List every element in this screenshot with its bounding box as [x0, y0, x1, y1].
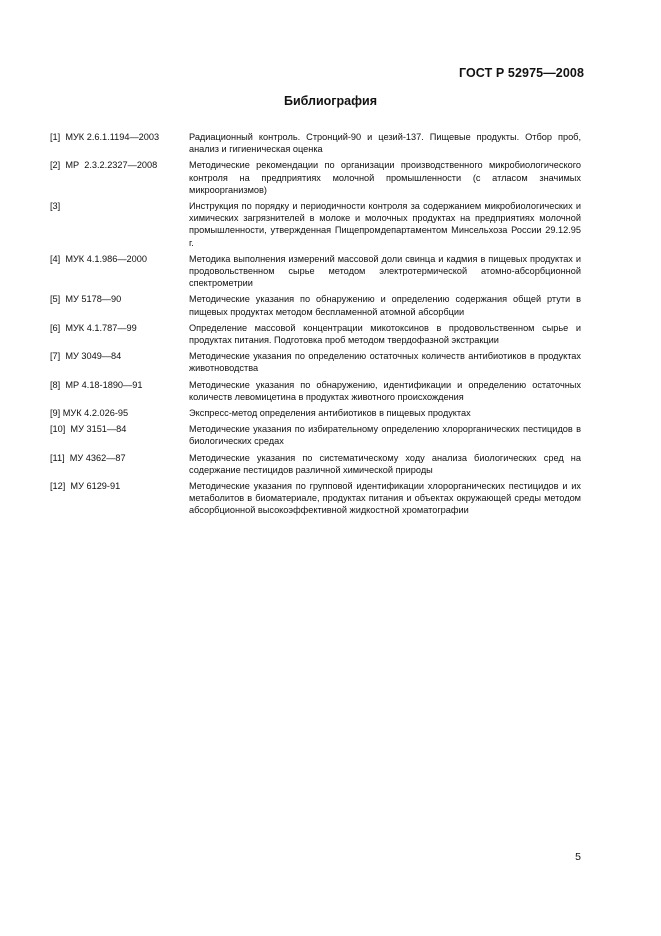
- entry-reference: [12] МУ 6129-91: [50, 481, 121, 492]
- bibliography-entry-7: [50, 350, 581, 374]
- bibliography-entry-11: [50, 452, 581, 476]
- standard-code: ГОСТ Р 52975—2008: [458, 66, 584, 80]
- entry-description: Радиационный контроль. Стронций-90 и цезий-137. Пищевые продукты. Отбор проб, анализ и гигиеническая оценка: [189, 132, 581, 155]
- bibliography-entry-10: [50, 423, 581, 447]
- entry-description: Методические указания по обнаружению и определению содержания общей ртути в пищевых продуктах методом беспламенной атомной абсорбции: [189, 294, 581, 317]
- entry-description: Методика выполнения измерений массовой доли свинца и кадмия в пищевых продуктах и продовольственном сырье методом электротермической атомно-абсорбционной спектрометрии: [189, 253, 581, 289]
- entry-reference: [5] МУ 5178—90: [50, 294, 122, 305]
- entry-description: Методические рекомендации по организации производственного микробиологического контроля на предприятиях молочной промышленности (с атласом значимых микроорганизмов): [189, 160, 581, 195]
- entry-description: Методические указания по избирательному определению хлорорганических пестицидов в биологических средах: [189, 424, 581, 447]
- bibliography-entry-3: [50, 200, 581, 249]
- entry-description: Методические указания по групповой идентификации хлорорганических пестицидов и их метаболитов в биоматериале, продуктах питания и объектах окружающей среды методом абсорбционной высокоэффективной жидкостной хроматографии: [189, 481, 581, 516]
- entry-description: Методические указания по обнаружению, идентификации и определению остаточных количеств левомицетина в продуктах животного происхождения: [189, 379, 581, 402]
- bibliography-entry-6: [50, 322, 581, 346]
- bibliography-entry-1: [50, 131, 581, 155]
- bibliography-entry-4: [50, 253, 581, 290]
- bibliography-entry-2: [50, 159, 581, 196]
- entry-description: Методические указания по определению остаточных количеств антибиотиков в продуктах животноводства: [189, 351, 581, 374]
- bibliography-entry-8: [50, 379, 581, 403]
- bibliography-entry-5: [50, 293, 581, 317]
- bibliography-list: [50, 131, 581, 521]
- entry-description: Методические указания по систематическому ходу анализа биологических сред на содержание пестицидов различной химической природы: [189, 452, 581, 475]
- entry-reference: [6] МУК 4.1.787—99: [50, 322, 137, 333]
- entry-reference: [10] МУ 3151—84: [50, 424, 127, 435]
- entry-reference: [9] МУК 4.2.026-95: [50, 408, 129, 419]
- entry-reference: [8] МР 4.18-1890—91: [50, 379, 143, 390]
- bibliography-entry-9: [50, 407, 581, 419]
- entry-reference: [11] МУ 4362—87: [50, 452, 126, 463]
- entry-description: Инструкция по порядку и периодичности контроля за содержанием микробиологических и химических загрязнителей в молоке и молочных продуктах на предприятиях молочной промышленности, утвержденная Пищепромдепартаментом Минсельхоза России 29.12.95 г.: [189, 201, 581, 248]
- entry-reference: [4] МУК 4.1.986—2000: [50, 253, 147, 264]
- entry-reference: [3]: [50, 201, 61, 212]
- entry-description: Экспресс-метод определения антибиотиков в пищевых продуктах: [189, 408, 471, 419]
- entry-description: Определение массовой концентрации микотоксинов в продовольственном сырье и продуктах питания. Подготовка проб методом твердофазной экстракции: [189, 322, 581, 346]
- page-number: 5: [575, 851, 581, 863]
- entry-reference: [1] МУК 2.6.1.1194—2003: [50, 132, 160, 142]
- entry-reference: [7] МУ 3049—84: [50, 351, 122, 362]
- bibliography-entry-12: [50, 480, 581, 517]
- page-title: Библиография: [283, 94, 378, 108]
- entry-reference: [2] МР 2.3.2.2327—2008: [50, 160, 158, 171]
